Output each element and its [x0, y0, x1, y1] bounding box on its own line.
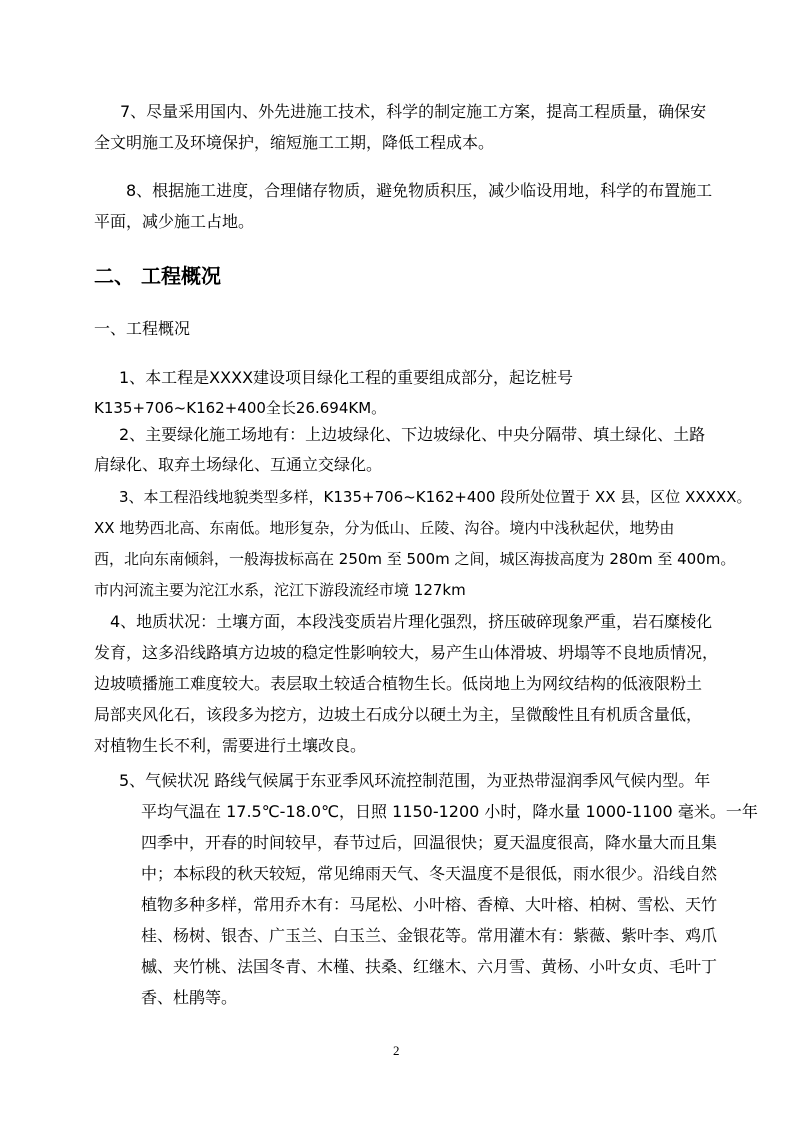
item-8-line-1: 8、根据施工进度，合理储存物质，避免物质积压，减少临设用地，科学的布置施工	[126, 181, 713, 200]
overview-paragraph-5-line-7: 槭、夹竹桃、法国冬青、木槿、扶桑、红继木、六月雪、黄杨、小叶女贞、毛叶丁	[141, 957, 718, 976]
overview-paragraph-5-line-8: 香、杜鹃等。	[141, 988, 238, 1007]
overview-paragraph-1-line-2: K135+706~K162+400全长26.694KM。	[94, 399, 387, 417]
section-heading: 二、 工程概况	[94, 264, 221, 288]
subsection-heading: 一、工程概况	[94, 319, 191, 338]
overview-paragraph-5-line-6: 桂、杨树、银杏、广玉兰、白玉兰、金银花等。常用灌木有：紫薇、紫叶李、鸡爪	[141, 926, 718, 945]
overview-paragraph-2-line-2: 肩绿化、取弃土场绿化、互通立交绿化。	[94, 455, 383, 474]
overview-paragraph-5-line-4: 中；本标段的秋天较短，常见绵雨天气、冬天温度不是很低，雨水很少。沿线自然	[141, 864, 718, 883]
item-8-line-2: 平面，减少施工占地。	[94, 212, 255, 231]
overview-paragraph-3-line-3: 西，北向东南倾斜，一般海拔标高在 250m 至 500m 之间，城区海拔高度为 280m 至 400m。	[94, 550, 736, 568]
item-7-line-1: 7、尽量采用国内、外先进施工技术，科学的制定施工方案，提高工程质量，确保安	[120, 102, 707, 121]
overview-paragraph-3-line-2: XX 地势西北高、东南低。地形复杂，分为低山、丘陵、沟谷。境内中浅秋起伏，地势由	[94, 519, 675, 537]
overview-paragraph-4-line-2: 发育，这多沿线路填方边坡的稳定性影响较大，易产生山体滑坡、坍塌等不良地质情况，	[94, 643, 719, 662]
overview-paragraph-2-line-1: 2、主要绿化施工场地有：上边坡绿化、下边坡绿化、中央分隔带、填土绿化、土路	[119, 425, 706, 444]
overview-paragraph-5-line-3: 四季中，开春的时间较早，春节过后，回温很快；夏天温度很高，降水量大而且集	[141, 833, 718, 852]
overview-paragraph-5-line-1: 5、气候状况 路线气候属于东亚季风环流控制范围，为亚热带湿润季风气候内型。年	[119, 771, 711, 790]
overview-paragraph-4-line-3: 边坡喷播施工难度较大。表层取土较适合植物生长。低岗地上为网纹结构的低液限粉土	[94, 674, 703, 693]
overview-paragraph-5-line-5: 植物多种多样，常用乔木有：马尾松、小叶榕、香樟、大叶榕、柏树、雪松、天竹	[141, 895, 718, 914]
overview-paragraph-1-line-1: 1、本工程是XXXX建设项目绿化工程的重要组成部分，起讫桩号	[119, 368, 574, 387]
overview-paragraph-4-line-4: 局部夹风化石，该段多为挖方，边坡土石成分以硬土为主，呈微酸性且有机质含量低，	[94, 705, 703, 724]
page-number: 2	[393, 1043, 400, 1058]
overview-paragraph-5-line-2: 平均气温在 17.5℃-18.0℃，日照 1150-1200 小时，降水量 1000-1100 毫米。一年	[141, 802, 758, 821]
overview-paragraph-4-line-5: 对植物生长不利，需要进行土壤改良。	[94, 736, 367, 755]
overview-paragraph-3-line-4: 市内河流主要为沱江水系，沱江下游段流经市境 127km	[94, 581, 466, 599]
item-7-line-2: 全文明施工及环境保护，缩短施工工期，降低工程成本。	[94, 133, 495, 152]
overview-paragraph-3-line-1: 3、本工程沿线地貌类型多样，K135+706~K162+400 段所处位置于 XX 县，区位 XXXXX。	[119, 488, 752, 506]
overview-paragraph-4-line-1: 4、地质状况：土壤方面，本段浅变质岩片理化强烈，挤压破碎现象严重，岩石糜棱化	[110, 612, 713, 631]
